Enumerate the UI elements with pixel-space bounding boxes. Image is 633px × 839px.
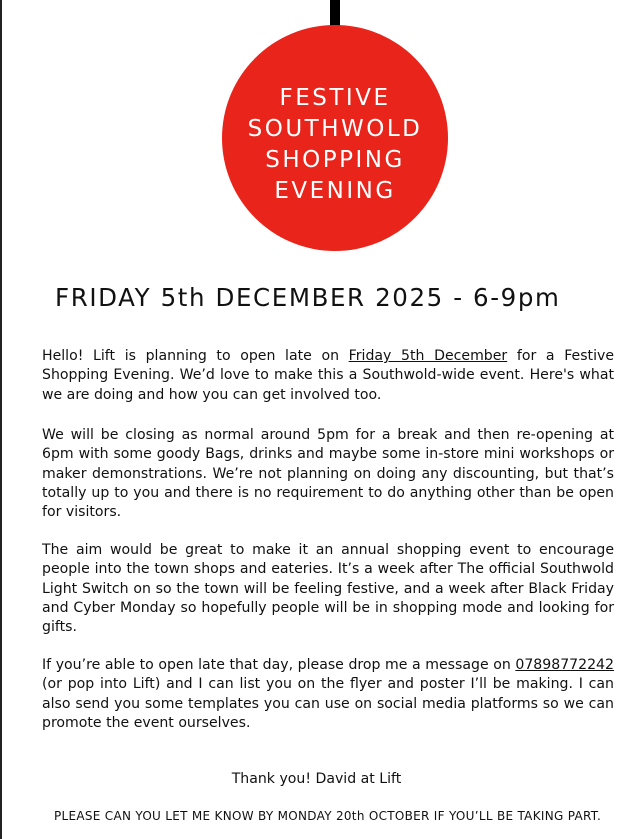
event-date-heading: FRIDAY 5th DECEMBER 2025 - 6-9pm bbox=[55, 283, 561, 312]
bauble-title-line: EVENING bbox=[274, 178, 396, 204]
intro-paragraph bbox=[42, 347, 614, 405]
contact-text-continued: (or pop into Lift) and I can list you on the flyer and poster I’ll be making. I can also send you some templates you can use on social media platforms so we can promote the event ourselves. bbox=[42, 676, 614, 731]
rsvp-deadline: PLEASE CAN YOU LET ME KNOW BY MONDAY 20th OCTOBER IF YOU’LL BE TAKING PART. bbox=[53, 809, 602, 823]
intro-text-continued: for a Festive Shopping Evening. We’d love to make this a Southwold-wide event. Here's what we are doing and how you can get involved too. bbox=[42, 348, 615, 403]
contact-paragraph bbox=[42, 656, 614, 733]
bauble-title bbox=[235, 83, 435, 207]
page-left-edge bbox=[0, 0, 2, 839]
intro-text: Hello! Lift is planning to open late on bbox=[42, 348, 349, 364]
event-date-link[interactable]: Friday 5th December bbox=[348, 348, 508, 364]
bauble-title-line: SOUTHWOLD bbox=[247, 116, 423, 142]
phone-number-link[interactable]: 07898772242 bbox=[515, 657, 614, 673]
contact-text: If you’re able to open late that day, please drop me a message on bbox=[42, 657, 516, 673]
aim-paragraph: The aim would be great to make it an annual shopping event to encourage people into the town shops and eateries. It’s a week after The official Southwold Light Switch on so the town will be feeling festive, and a week after Black Friday and Cyber Monday so hopefully people will be in shopping mode and looking for gifts. bbox=[42, 542, 614, 636]
sign-off: Thank you! David at Lift bbox=[231, 771, 402, 787]
closing-times-paragraph: We will be closing as normal around 5pm for a break and then re-opening at 6pm with some goody Bags, drinks and maybe some in-store mini workshops or maker demonstrations. We’re not planning on doing any discounting, but that’s totally up to you and there is no requirement to do anything other than be open for visitors. bbox=[42, 427, 614, 521]
christmas-bauble bbox=[222, 25, 448, 251]
bauble-title-line: SHOPPING bbox=[265, 147, 405, 173]
bauble-title-line: FESTIVE bbox=[279, 85, 391, 111]
